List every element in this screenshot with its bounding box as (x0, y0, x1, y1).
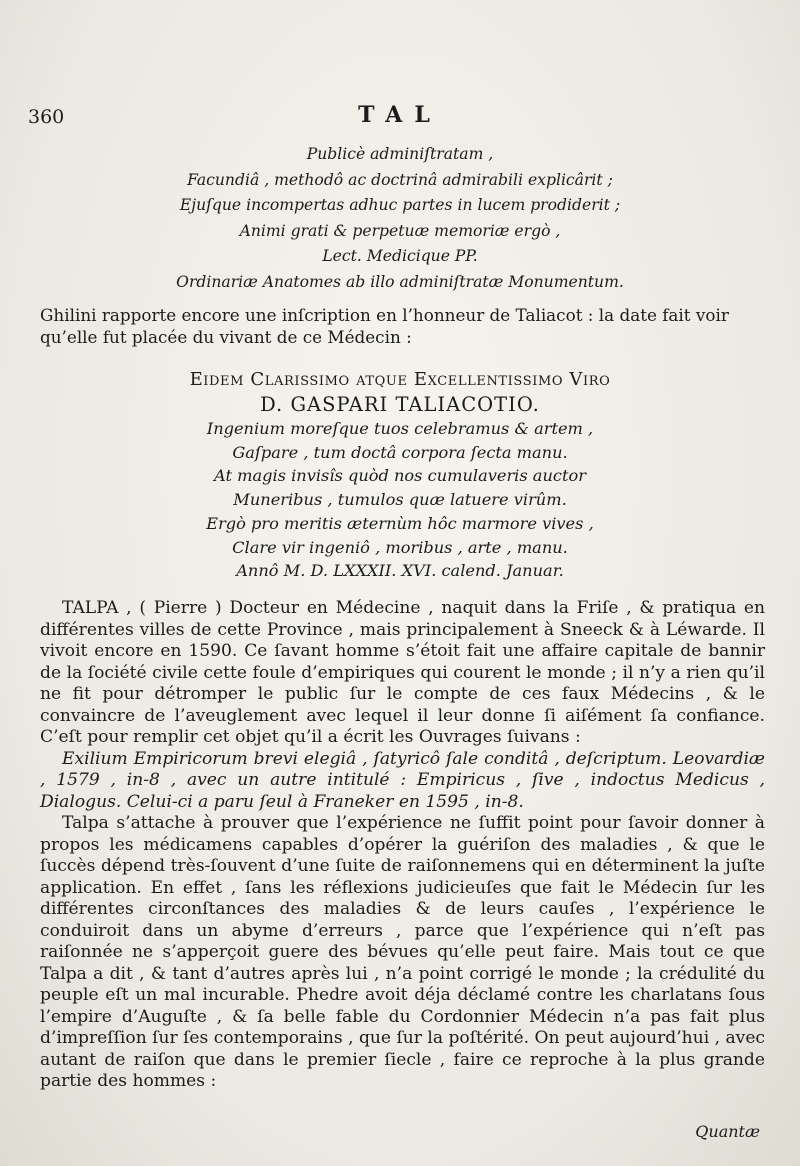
inscription-line: Animi grati & perpetuæ memoriæ ergò , (239, 221, 561, 240)
intro-line: qu’elle fut placée du vivant de ce Médecin : (40, 326, 412, 347)
verse-line: At magis invisîs quòd nos cumulaveris auctor (214, 466, 586, 486)
inscription-line: Lect. Medicique PP. (322, 247, 478, 266)
intro-line: Ghilini rapporte encore une inſcription en l’honneur de Taliacot : la date fait voir (40, 305, 729, 325)
inscription-line: Ordinariæ Anatomes ab illo adminiſtratæ Monumentum. (176, 272, 624, 291)
dedication-line: Eidem Clarissimo atque Excellentissimo Viro (189, 369, 611, 390)
verse-line: Clare vir ingeniô , moribus , arte , manu. (232, 537, 568, 557)
verse-line: Muneribus , tumulos quæ latuere virûm. (233, 490, 567, 510)
bibliography-paragraph: Exilium Empiricorum brevi elegiâ , ſatyricô ſale conditâ , deſcriptum. Leovardiæ , 1579 , in-8 , avec un autre intitulé : Empiricus , ſive , indoctus Medicus , Dialogus. Celui-ci a paru ſeul à Franeker en 1595 , in-8. (40, 748, 765, 812)
page-header (0, 100, 800, 136)
running-head: TAL (358, 102, 442, 128)
talpa-entry (40, 598, 765, 1093)
intro-paragraph (40, 305, 775, 348)
verse-line: Gaſpare , tum doctâ corpora ſecta manu. (232, 442, 568, 462)
inscription-line: Facundiâ , methodô ac doctrinâ admirabili explicârit ; (187, 170, 613, 189)
latin-inscription-one (0, 142, 800, 296)
inscription-line: Publicè adminiſtratam , (306, 145, 494, 163)
commentary-paragraph: Talpa s’attache à prouver que l’expérience ne ſuffit point pour ſavoir donner à propos les médicamens capables d’opérer la guériſon des maladies , & que le ſuccès dépend très-ſouvent d’une ſuite de raiſonnemens qui en déterminent la juſte application. En effet , ſans les réflexions judicieuſes que fait le Médecin ſur les différentes circonſtances des maladies & de leurs cauſes , l’expérience le conduiroit dans un abyme d’erreurs , parce que l’expérience qui n’eſt pas raiſonnée ne s’apperçoit guere des bévues qu’elle peut faire. Mais tout ce que Talpa a dit , & tant d’autres après lui , n’a point corrigé le monde ; la crédulité du peuple eſt un mal incurable. Phedre avoit déja déclamé contre les charlatans ſous l’empire d’Auguſte , & ſa belle fable du Cordonnier Médecin n’a pas fait plus d’impreſſion ſur ſes contemporains , que ſur la poſtérité. On peut aujourd’hui , avec autant de raiſon que dans le premier ſiecle , faire ce reproche à la plus grande partie des hommes : (40, 813, 766, 1091)
inscription-line: Ejuſque incompertas adhuc partes in lucem prodiderit ; (179, 196, 621, 215)
page-number: 360 (28, 106, 65, 128)
dedicatee-name: D. GASPARI TALIACOTIO. (260, 393, 540, 416)
verse-line: Ergò pro meritis æternùm hôc marmore vives , (206, 513, 594, 533)
verse-line: Ingenium moreſque tuos celebramus & artem , (206, 419, 594, 438)
latin-inscription-two (0, 368, 800, 583)
date-line: Annô M. D. LXXXII. XVI. calend. Januar. (236, 561, 564, 581)
catchword: Quantæ (695, 1122, 760, 1141)
entry-paragraph: TALPA , ( Pierre ) Docteur en Médecine , naquit dans la Friſe , & pratiqua en différentes villes de cette Province , mais principalement à Sneeck & à Léwarde. Il vivoit encore en 1590. Ce ſavant homme s’étoit fait une affaire capitale de bannir de la ſociété civile cette foule d’empiriques qui courent le monde ; il n’y a rien qu’il ne fit pour détromper le public ſur le compte de ces faux Médecins , & le convaincre de l’aveuglement avec lequel il leur donne ſi aiſément ſa confiance. C’eſt pour remplir cet objet qu’il a écrit les Ouvrages ſuivans : (40, 598, 765, 747)
